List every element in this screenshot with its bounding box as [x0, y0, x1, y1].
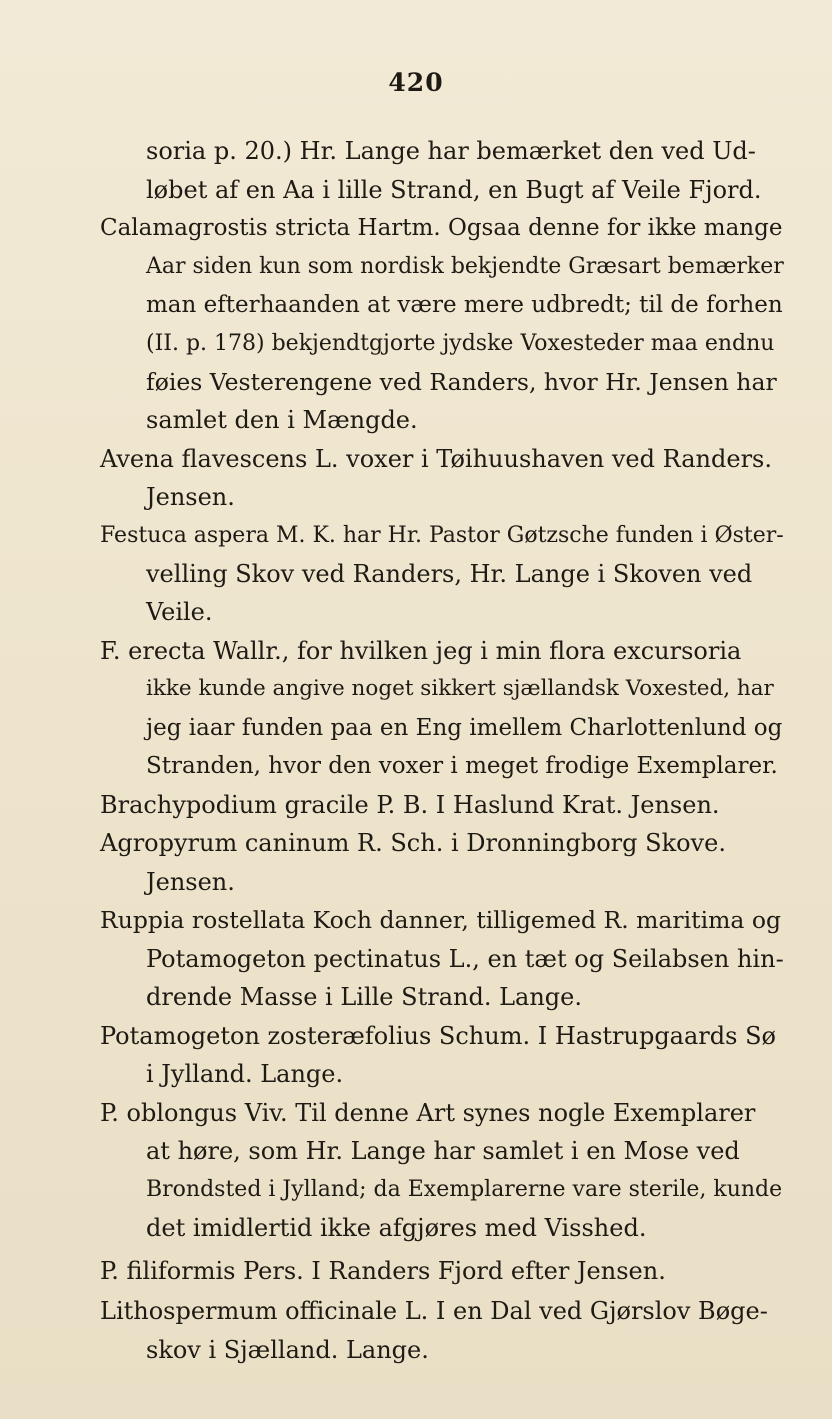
text-line: jeg iaar funden paa en Eng imellem Charlottenlund og [146, 715, 783, 741]
text-line: Brachypodium gracile P. B. I Haslund Krat. Jensen. [100, 791, 720, 819]
text-line: velling Skov ved Randers, Hr. Lange i Skoven ved [146, 560, 753, 588]
text-line: F. erecta Wallr., for hvilken jeg i min flora excursoria [100, 637, 742, 665]
text-line: løbet af en Aa i lille Strand, en Bugt af Veile Fjord. [146, 176, 762, 204]
text-line: Jensen. [146, 868, 235, 896]
text-line: skov i Sjælland. Lange. [146, 1336, 429, 1364]
text-line: Potamogeton pectinatus L., en tæt og Seilabsen hin- [146, 945, 784, 973]
text-line: i Jylland. Lange. [146, 1060, 344, 1088]
text-line: man efterhaanden at være mere udbredt; til de forhen [146, 292, 783, 318]
text-line: Lithospermum officinale L. I en Dal ved Gjørslov Bøge- [100, 1297, 768, 1325]
text-line: Stranden, hvor den voxer i meget frodige Exemplarer. [146, 753, 778, 779]
text-line: samlet den i Mængde. [146, 406, 418, 434]
text-line: Potamogeton zosteræfolius Schum. I Hastrupgaards Sø [100, 1022, 776, 1050]
text-line: ikke kunde angive noget sikkert sjællandsk Voxested, har [146, 676, 774, 701]
text-line: at høre, som Hr. Lange har samlet i en Mose ved [146, 1137, 740, 1165]
text-line: drende Masse i Lille Strand. Lange. [146, 983, 582, 1011]
text-line: Avena flavescens L. voxer i Tøihuushaven ved Randers. [100, 445, 772, 473]
text-line: Agropyrum caninum R. Sch. i Dronningborg Skove. [100, 829, 726, 857]
text-line: (II. p. 178) bekjendtgjorte jydske Voxesteder maa endnu [146, 331, 775, 356]
page-number: 420 [388, 68, 444, 97]
text-line: Jensen. [146, 483, 235, 511]
text-line: det imidlertid ikke afgjøres med Visshed. [146, 1214, 647, 1242]
text-line: føies Vesterengene ved Randers, hvor Hr. Jensen har [146, 368, 777, 396]
text-line: P. filiformis Pers. I Randers Fjord efter Jensen. [100, 1257, 666, 1285]
text-line: Aar siden kun som nordisk bekjendte Græsart bemærker [146, 254, 784, 279]
text-line: soria p. 20.) Hr. Lange har bemærket den ved Ud- [146, 137, 756, 165]
text-line: Veile. [146, 598, 213, 626]
text-line: Calamagrostis stricta Hartm. Ogsaa denne for ikke mange [100, 215, 783, 241]
text-line: P. oblongus Viv. Til denne Art synes nogle Exemplarer [100, 1099, 756, 1127]
text-line: Festuca aspera M. K. har Hr. Pastor Gøtzsche funden i Øster- [100, 523, 784, 548]
text-line: Brondsted i Jylland; da Exemplarerne vare sterile, kunde [146, 1177, 783, 1202]
text-line: Ruppia rostellata Koch danner, tilligemed R. maritima og [100, 906, 782, 934]
